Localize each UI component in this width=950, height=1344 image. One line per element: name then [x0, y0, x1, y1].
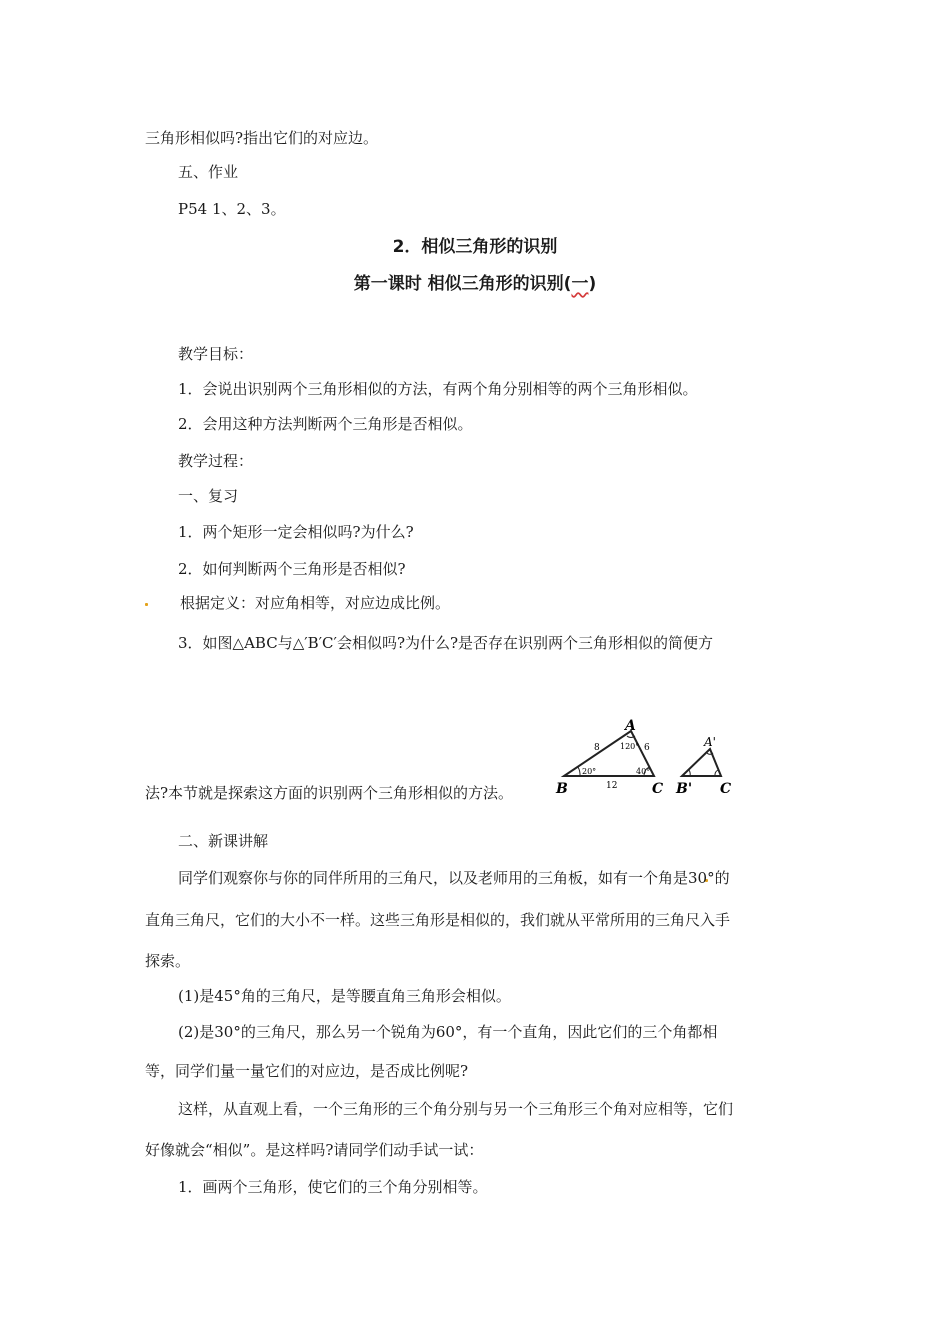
paragraph-line: (2)是30°的三角尺，那么另一个锐角为60°，有一个直角，因此它们的三个角都相: [178, 1023, 718, 1041]
paragraph-line: 直角三角尺，它们的大小不一样。这些三角形是相似的，我们就从平常所用的三角尺入手: [145, 911, 731, 929]
vertex-label-a: A: [625, 718, 636, 734]
angle-arc-b: [578, 767, 580, 776]
triangle-abc-prime: [682, 749, 721, 776]
subtitle-main: 第一课时 相似三角形的识别(: [353, 274, 572, 294]
section-heading-review: 一、复习: [178, 487, 239, 505]
angle-label-a: 120°: [620, 742, 640, 751]
side-label-bc: 12: [606, 781, 618, 791]
vertex-label-b-prime: B': [676, 781, 693, 797]
definition-note: 根据定义：对应角相等，对应边成比例。: [180, 594, 451, 612]
objective-item: 1．会说出识别两个三角形相似的方法，有两个角分别相等的两个三角形相似。: [178, 380, 698, 398]
triangle-figure: [554, 718, 744, 798]
review-question: 1．两个矩形一定会相似吗?为什么?: [178, 523, 414, 541]
angle-label-c: 40°: [636, 767, 651, 776]
side-label-ab: 8: [594, 743, 600, 753]
subtitle-spellcheck-mark: 一: [571, 274, 589, 294]
vertex-label-a-prime: A': [704, 735, 716, 749]
heading-process: 教学过程：: [178, 452, 254, 470]
heading-objectives: 教学目标：: [178, 345, 254, 363]
angle-label-b: 20°: [582, 767, 597, 776]
text-line: 三角形相似吗?指出它们的对应边。: [145, 129, 379, 147]
lesson-subtitle: [0, 273, 950, 295]
review-question: 2．如何判断两个三角形是否相似?: [178, 560, 406, 578]
subtitle-close: ): [588, 274, 597, 294]
angle-arc-a-prime: [707, 753, 713, 754]
text-line: 法?本节就是探索这方面的识别两个三角形相似的方法。: [145, 784, 514, 802]
homework-pages: P54 1、2、3。: [178, 200, 286, 218]
paragraph-line: 探索。: [145, 952, 191, 970]
vertex-label-c: C: [652, 781, 664, 797]
paragraph-line: (1)是45°角的三角尺，是等腰直角三角形会相似。: [178, 987, 511, 1005]
objective-item: 2．会用这种方法判断两个三角形是否相似。: [178, 415, 473, 433]
vertex-label-b: B: [556, 781, 568, 797]
paragraph-line: 好像就会“相似”。是这样吗?请同学们动手试一试：: [145, 1141, 484, 1159]
paragraph-line: 同学们观察你与你的同伴所用的三角尺，以及老师用的三角板，如有一个角是30°的: [178, 869, 730, 887]
lesson-title: 2．相似三角形的识别: [392, 237, 558, 257]
review-question: 3．如图△ABC与△′B′C′会相似吗?为什么?是否存在识别两个三角形相似的简便方: [178, 634, 714, 652]
stray-mark: [145, 603, 148, 606]
vertex-label-c-prime: C: [720, 781, 732, 797]
section-heading-new-lesson: 二、新课讲解: [178, 832, 269, 850]
paragraph-line: 这样，从直观上看，一个三角形的三个角分别与另一个三角形三个角对应相等，它们: [178, 1100, 734, 1118]
activity-step: 1．画两个三角形，使它们的三个角分别相等。: [178, 1178, 488, 1196]
paragraph-line: 等，同学们量一量它们的对应边，是否成比例呢?: [145, 1062, 469, 1080]
section-heading-homework: 五、作业: [178, 163, 239, 181]
side-label-ac: 6: [644, 743, 650, 753]
